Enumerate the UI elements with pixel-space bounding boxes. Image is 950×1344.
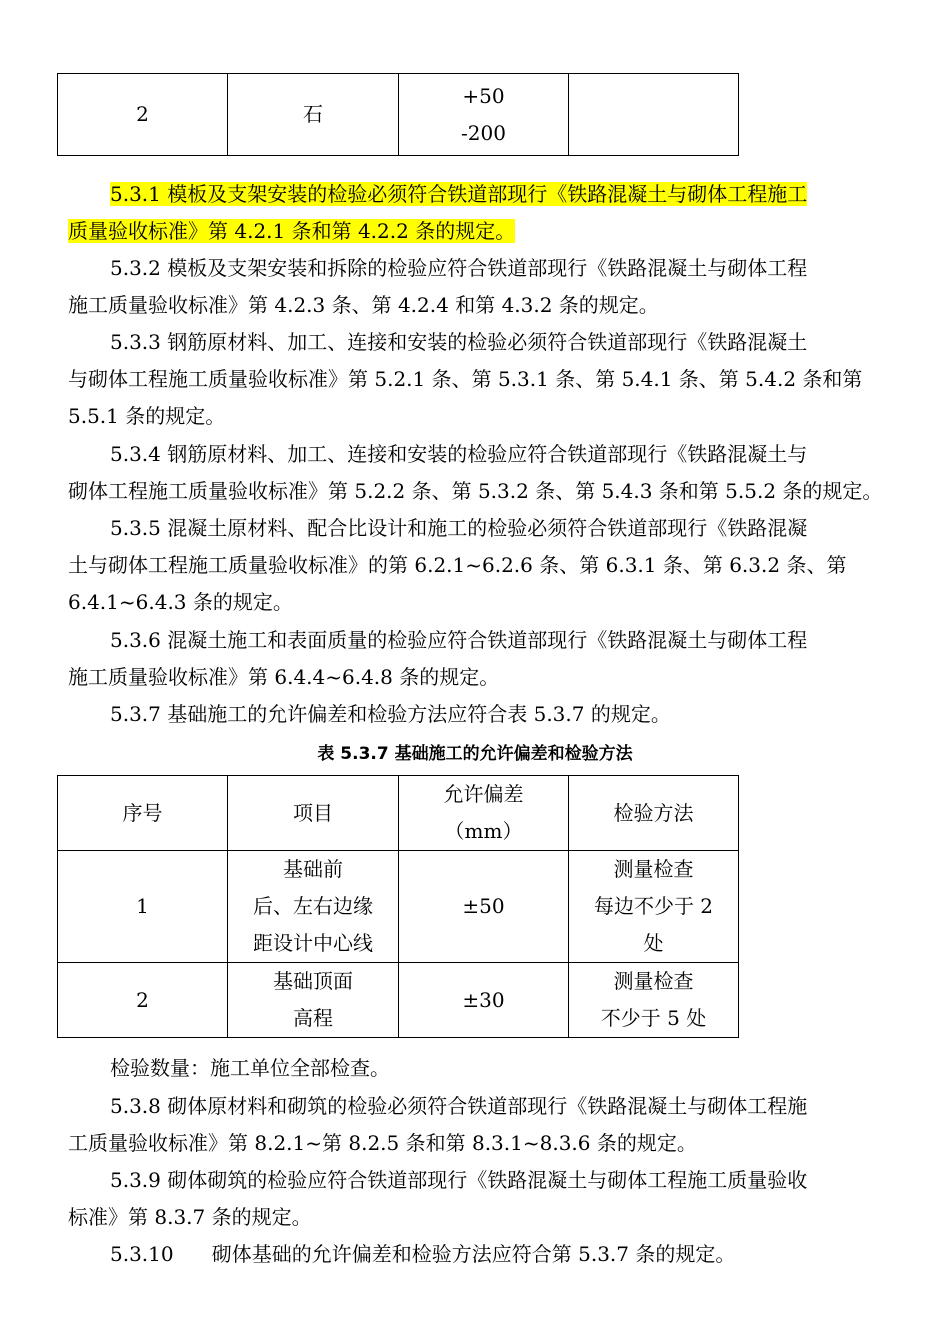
deviation-lower: -200 [461, 120, 506, 145]
header-method: 检验方法 [569, 776, 739, 851]
paragraph-5-3-9: 5.3.9 砌体砌筑的检验应符合铁道部现行《铁路混凝土与砌体工程施工质量验收 标准》第 8.3.7 条的规定。 [68, 1168, 808, 1229]
cell-no: 2 [58, 74, 228, 156]
table-row [58, 74, 739, 156]
cell-no: 1 [58, 851, 228, 963]
inspection-quantity: 检验数量：施工单位全部检查。 [110, 1056, 390, 1080]
cell-no: 2 [58, 963, 228, 1038]
table-header-row [58, 776, 739, 851]
paragraph-5-3-10: 5.3.10 砌体基础的允许偏差和检验方法应符合第 5.3.7 条的规定。 [110, 1242, 736, 1266]
cell-deviation [399, 74, 569, 156]
paragraph-5-3-4: 5.3.4 钢筋原材料、加工、连接和安装的检验应符合铁道部现行《铁路混凝土与 砌体工程施工质量验收标准》第 5.2.2 条、第 5.3.2 条、第 5.4.3 条和第 5.5.2 条的规定。 [68, 442, 883, 503]
deviation-upper: +50 [462, 83, 505, 108]
cell-deviation: ±50 [399, 851, 569, 963]
table-row [58, 851, 739, 963]
paragraph-5-3-6: 5.3.6 混凝土施工和表面质量的检验应符合铁道部现行《铁路混凝土与砌体工程 施工质量验收标准》第 6.4.4~6.4.8 条的规定。 [68, 628, 808, 689]
cell-method: 测量检查 每边不少于 2 处 [569, 851, 739, 963]
header-deviation: 允许偏差 （mm） [399, 776, 569, 851]
paragraph-5-3-7: 5.3.7 基础施工的允许偏差和检验方法应符合表 5.3.7 的规定。 [110, 702, 671, 726]
cell-method [569, 74, 739, 156]
table-5-3-7 [57, 775, 739, 1038]
cell-item: 石 [228, 74, 399, 156]
table-continuation [57, 73, 739, 156]
table-caption: 表 5.3.7 基础施工的允许偏差和检验方法 [317, 744, 633, 764]
paragraph-5-3-3: 5.3.3 钢筋原材料、加工、连接和安装的检验必须符合铁道部现行《铁路混凝土 与砌体工程施工质量验收标准》第 5.2.1 条、第 5.3.1 条、第 5.4.1 条、第 5.4.2 条和第 5.5.1 条的规定。 [68, 330, 863, 428]
cell-deviation: ±30 [399, 963, 569, 1038]
paragraph-5-3-8: 5.3.8 砌体原材料和砌筑的检验必须符合铁道部现行《铁路混凝土与砌体工程施 工质量验收标准》第 8.2.1~第 8.2.5 条和第 8.3.1~8.3.6 条的规定。 [68, 1094, 808, 1155]
paragraph-5-3-2: 5.3.2 模板及支架安装和拆除的检验应符合铁道部现行《铁路混凝土与砌体工程 施工质量验收标准》第 4.2.3 条、第 4.2.4 和第 4.3.2 条的规定。 [68, 256, 808, 317]
paragraph-5-3-1: 5.3.1 模板及支架安装的检验必须符合铁道部现行《铁路混凝土与砌体工程施工 质量验收标准》第 4.2.1 条和第 4.2.2 条的规定。 [68, 182, 808, 243]
header-item: 项目 [228, 776, 399, 851]
cell-item: 基础顶面 高程 [228, 963, 399, 1038]
table-row [58, 963, 739, 1038]
header-no: 序号 [58, 776, 228, 851]
cell-item: 基础前 后、左右边缘 距设计中心线 [228, 851, 399, 963]
paragraph-5-3-5: 5.3.5 混凝土原材料、配合比设计和施工的检验必须符合铁道部现行《铁路混凝 土与砌体工程施工质量验收标准》的第 6.2.1~6.2.6 条、第 6.3.1 条、第 6.3.2 条、第 6.4.1~6.4.3 条的规定。 [68, 516, 847, 614]
cell-method: 测量检查 不少于 5 处 [569, 963, 739, 1038]
